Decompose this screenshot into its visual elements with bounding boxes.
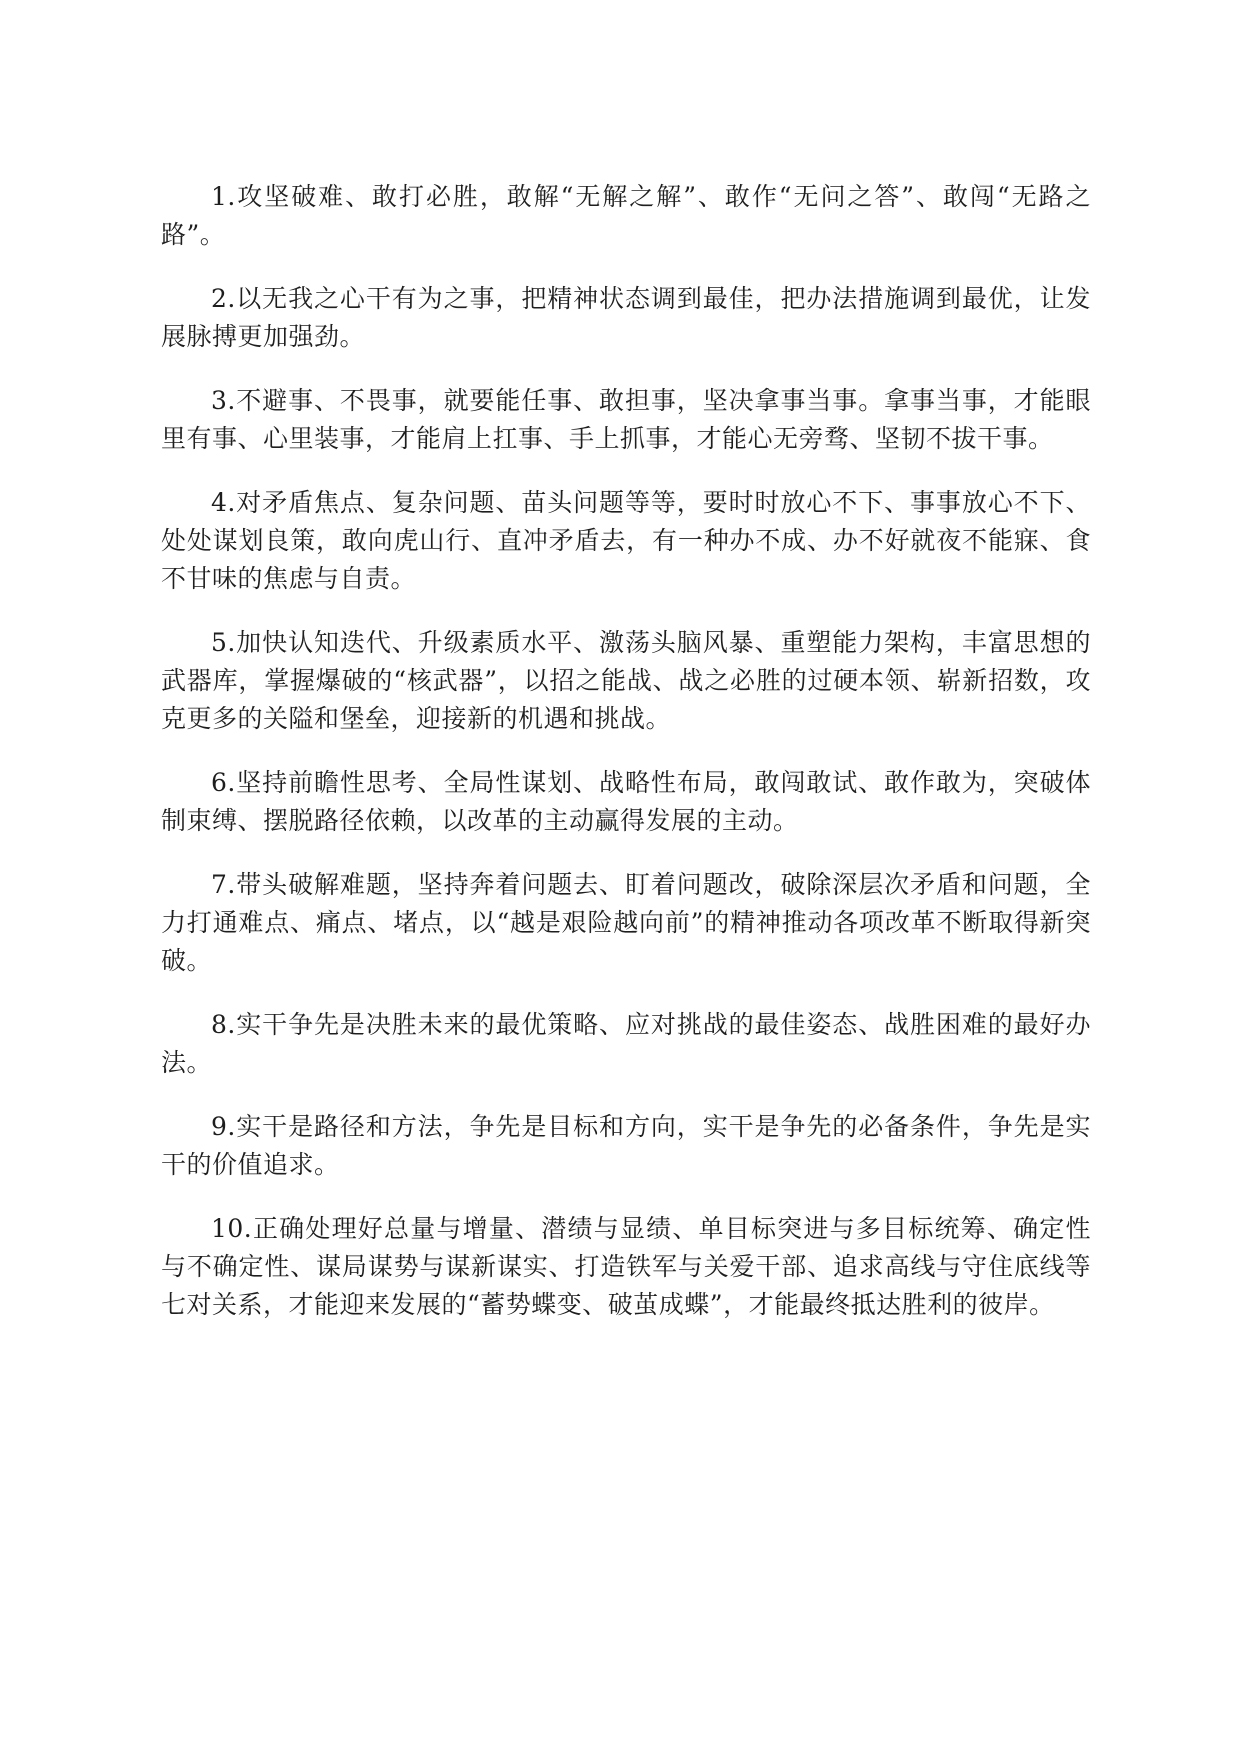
paragraph-10: 10.正确处理好总量与增量、潜绩与显绩、单目标突进与多目标统筹、确定性与不确定性、谋局谋势与谋新谋实、打造铁军与关爱干部、追求高线与守住底线等七对关系，才能迎来发展的“蓄势蝶变、破茧成蝶”，才能最终抵达胜利的彼岸。 [161,1214,1091,1319]
paragraph-6: 6.坚持前瞻性思考、全局性谋划、战略性布局，敢闯敢试、敢作敢为，突破体制束缚、摆脱路径依赖，以改革的主动赢得发展的主动。 [161,768,1091,835]
paragraph-9: 9.实干是路径和方法，争先是目标和方向，实干是争先的必备条件，争先是实干的价值追求。 [161,1112,1091,1179]
paragraph-3: 3.不避事、不畏事，就要能任事、敢担事，坚决拿事当事。拿事当事，才能眼里有事、心里装事，才能肩上扛事、手上抓事，才能心无旁骛、坚韧不拔干事。 [161,386,1091,453]
paragraph-5: 5.加快认知迭代、升级素质水平、激荡头脑风暴、重塑能力架构，丰富思想的武器库，掌握爆破的“核武器”，以招之能战、战之必胜的过硬本领、崭新招数，攻克更多的关隘和堡垒，迎接新的机遇和挑战。 [161,628,1091,733]
paragraph-7: 7.带头破解难题，坚持奔着问题去、盯着问题改，破除深层次矛盾和问题，全力打通难点、痛点、堵点，以“越是艰险越向前”的精神推动各项改革不断取得新突破。 [161,870,1091,975]
paragraph-1: 1.攻坚破难、敢打必胜，敢解“无解之解”、敢作“无问之答”、敢闯“无路之路”。 [161,182,1091,249]
document-body [161,178,1091,1350]
paragraph-8: 8.实干争先是决胜未来的最优策略、应对挑战的最佳姿态、战胜困难的最好办法。 [161,1010,1091,1077]
paragraph-2: 2.以无我之心干有为之事，把精神状态调到最佳，把办法措施调到最优，让发展脉搏更加强劲。 [161,284,1091,351]
paragraph-4: 4.对矛盾焦点、复杂问题、苗头问题等等，要时时放心不下、事事放心不下、处处谋划良策，敢向虎山行、直冲矛盾去，有一种办不成、办不好就夜不能寐、食不甘味的焦虑与自责。 [161,488,1091,593]
